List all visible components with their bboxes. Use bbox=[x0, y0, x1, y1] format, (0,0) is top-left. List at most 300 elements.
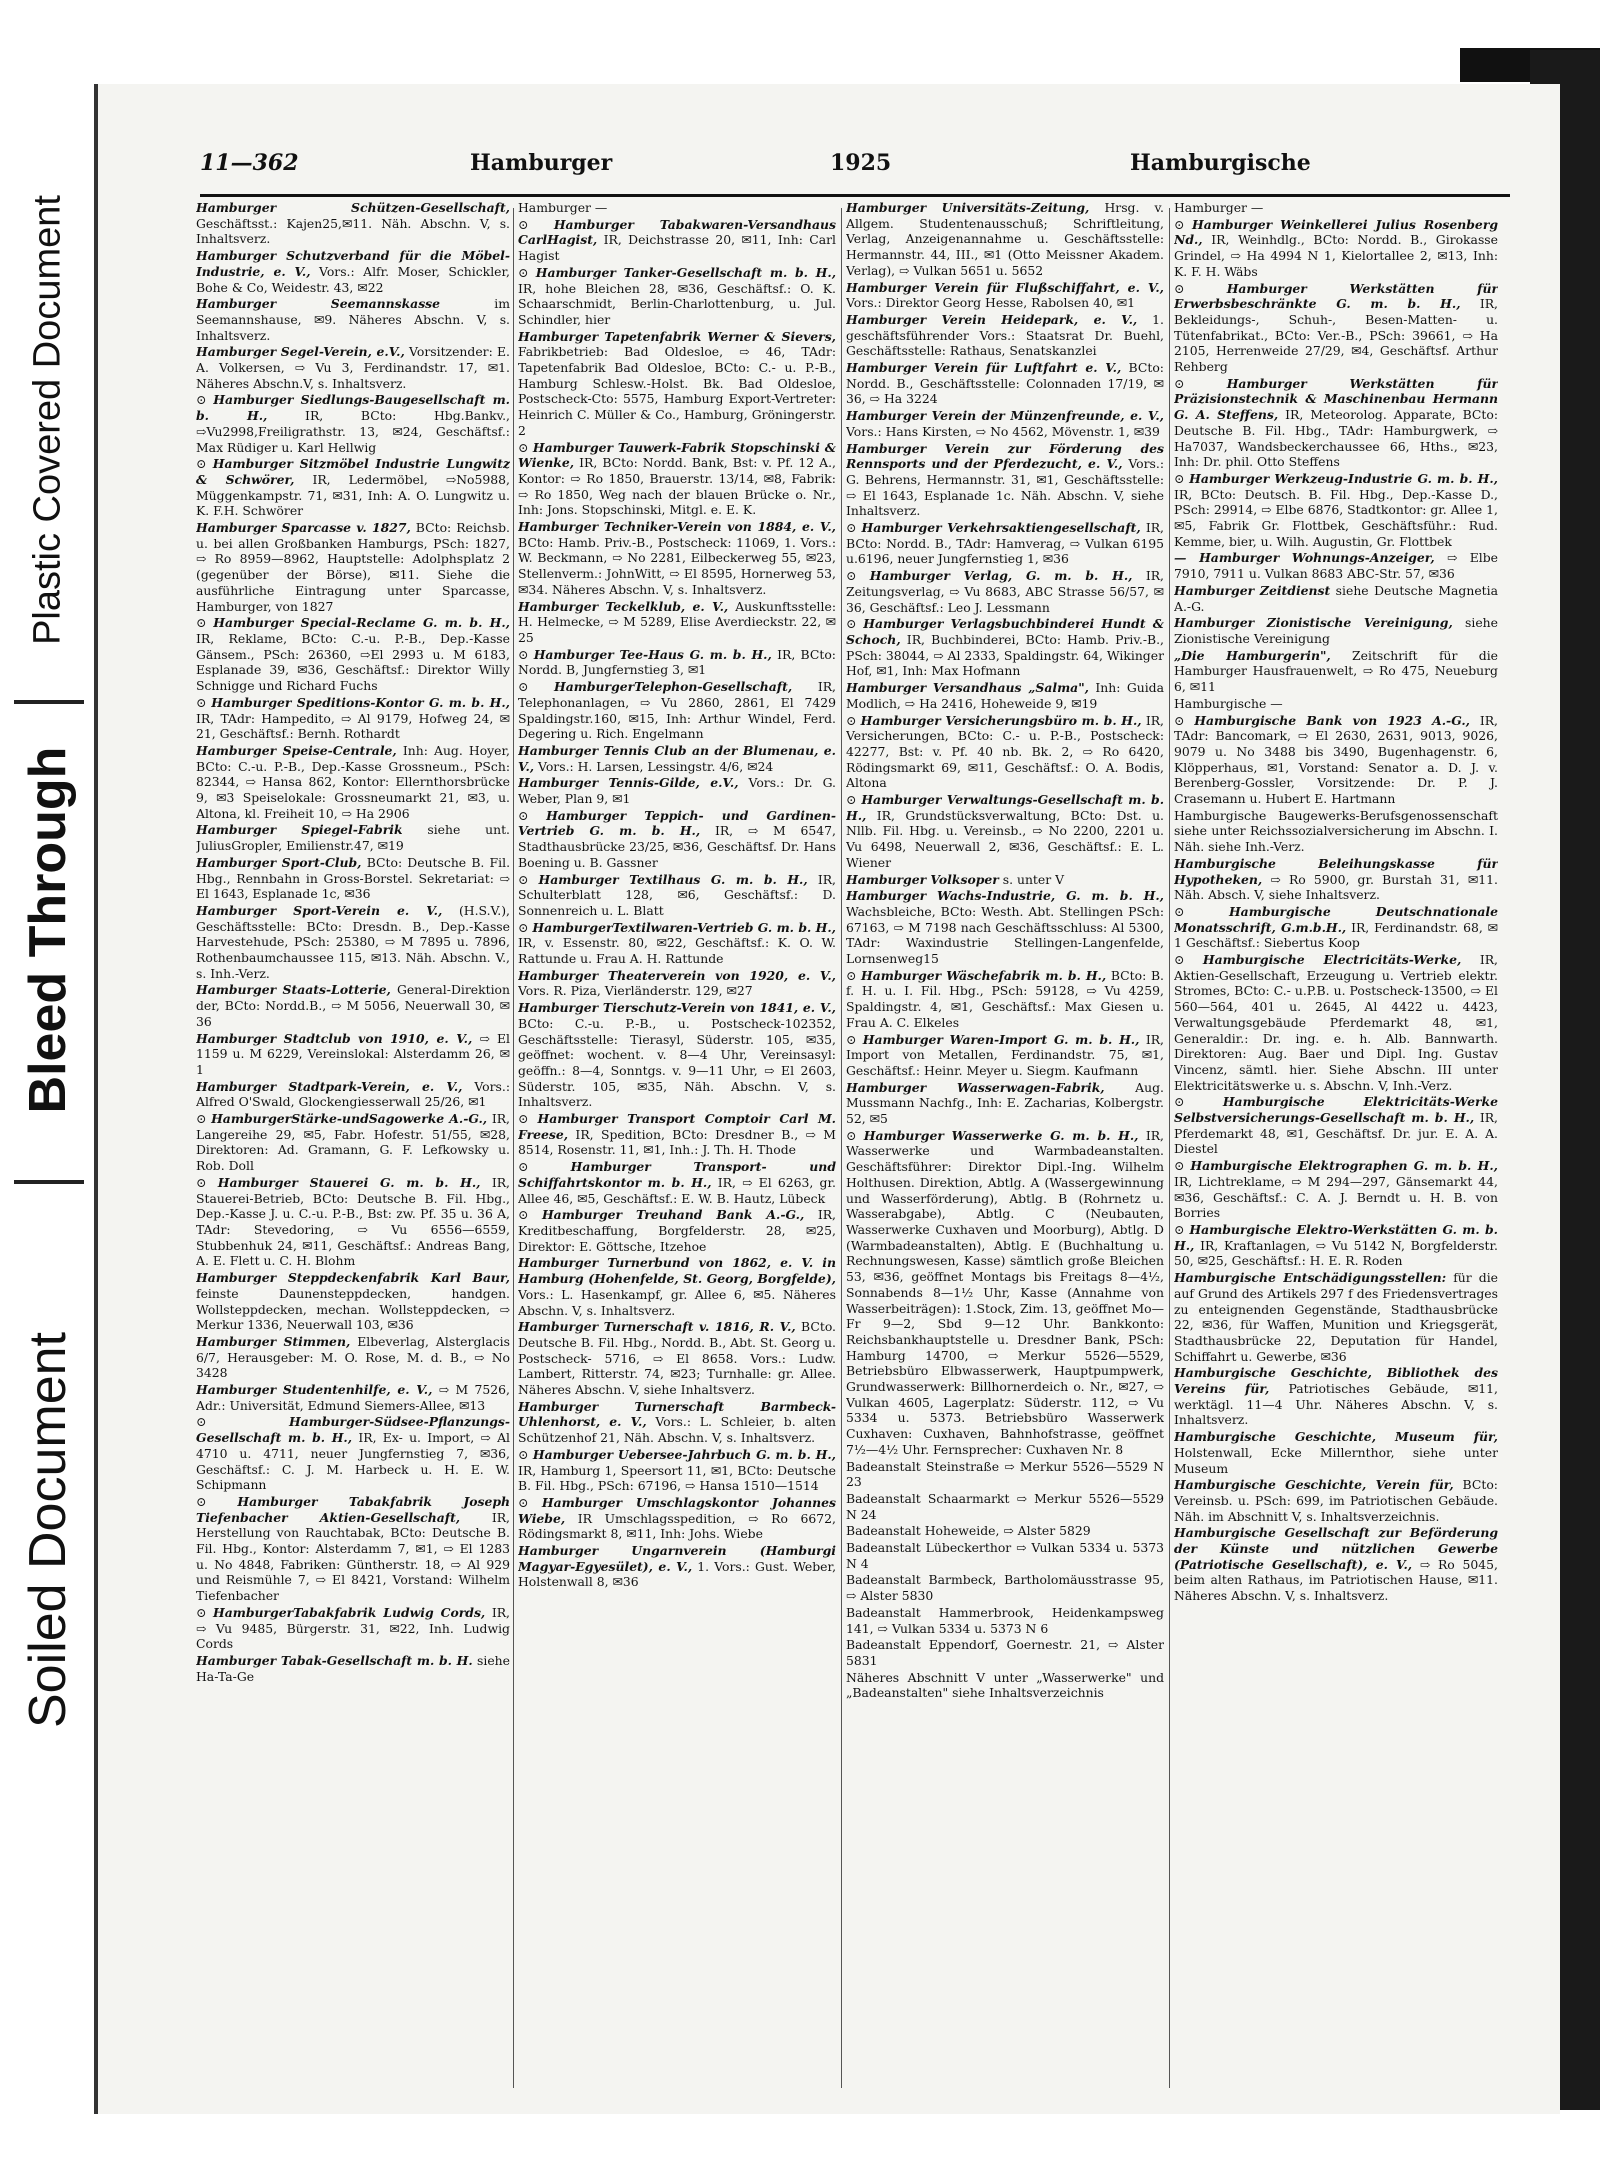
entry-text: IR, Deichstrasse 20, ✉11, Inh: Carl Hagist bbox=[518, 232, 836, 264]
entry-text: BCto: Nordd. B., Geschäftsstelle: Colonnaden 17/19, ✉36, ⇨ Ha 3224 bbox=[846, 360, 1164, 407]
entry-text: feinste Daunensteppdecken, handgen. Wollsteppdecken, mechan. Wollsteppdecken, ⇨ Merkur 1336, Neuerwall 103, ✉36 bbox=[196, 1285, 510, 1333]
entry-heading: Hamburgische Bank von 1923 A.-G., bbox=[1194, 712, 1470, 728]
registered-mark-icon: ⊙ bbox=[196, 1174, 218, 1190]
entry-text: Badeanstalt Lübeckerthor ⇨ Vulkan 5334 u. 5373 N 4 bbox=[846, 1540, 1164, 1571]
entry-text: Vors.: Direktor Georg Hesse, Rabolsen 40, ✉1 bbox=[846, 295, 1135, 311]
entry-heading: Hamburgische Geschichte, Verein für, bbox=[1174, 1477, 1454, 1493]
entry-heading: Hamburger Sport-Club, bbox=[196, 854, 362, 870]
entry-heading: Hamburger Zeitdienst bbox=[1174, 582, 1331, 598]
entry-text: IR, Langereihe 29, ✉5, Fabr. Hofestr. 51/55, ✉28, Direktoren: Ad. Gramann, G. F. Lefkowsky u. Rob. Doll bbox=[196, 1111, 510, 1174]
entry-text: BCto: Reichsb. u. bei allen Großbanken Hamburgs, PSch: 1827, ⇨ Ro 8959—8962, Hauptstelle: Adolphsplatz 2 (gegenüber der Börse), ✉11. Siehe die ausführliche Eintragung unter Sparcasse, Hamburger, von 1827 bbox=[196, 520, 510, 614]
directory-entry bbox=[846, 441, 1164, 520]
entry-heading: Hamburgische Beleihungskasse für Hypotheken, bbox=[1174, 855, 1498, 887]
entry-heading: Hamburger Schutzverband für die Möbel-Industrie, e. V., bbox=[196, 248, 510, 279]
directory-entry bbox=[518, 775, 836, 806]
entry-text: Hamburger — bbox=[1174, 200, 1264, 215]
column-divider bbox=[513, 208, 514, 2088]
entry-heading: Hamburgische Geschichte, Bibliothek des Vereins für, bbox=[1174, 1365, 1498, 1397]
entry-text: IR, Meteorolog. Apparate, BCto: Deutsche B. Fil. Hbg., TAdr: Hamburgwerk, ⇨ Ha7037, Wandsbeckerchaussee 66, Hths., ✉23, Inh: Dr. phil. Otto Steffens bbox=[1174, 407, 1498, 470]
entry-heading: Hamburger Tanker-Gesellschaft m. b. H., bbox=[535, 264, 836, 280]
registered-mark-icon: ⊙ bbox=[1174, 1158, 1191, 1174]
entry-text: IR, Telephonanlagen, ⇨ Vu 2860, 2861, El 7429 Spaldingstr.160, ✉15, Inh: Arthur Windel, Ferd. Degering u. Rich. Engelmann bbox=[518, 679, 836, 742]
directory-entry bbox=[196, 456, 510, 519]
entry-text: für die auf Grund des Artikels 297 f des Friedensvertrages zu enteignenden Gegenstände, Stadthausbrücke 22, ✉36, für Waffen, Munition und Kriegsgerät, Stadthausbrücke 22, Deputation für Handel, Schiffahrt u. Gewerbe, ✉36 bbox=[1174, 1270, 1498, 1364]
registered-mark-icon: ⊙ bbox=[1174, 952, 1203, 968]
entry-heading: Hamburger Wäschefabrik m. b. H., bbox=[861, 967, 1107, 983]
registered-mark-icon: ⊙ bbox=[518, 264, 536, 280]
registered-mark-icon: ⊙ bbox=[518, 807, 547, 823]
entry-heading: Hamburger Ungarnverein (Hamburgi Magyar-Egyesület), e. V., bbox=[518, 1543, 836, 1574]
entry-text: IR, Wasserwerke und Warmbadeanstalten. Geschäftsführer: Direktor Dipl.-Ing. Wilhelm Holthusen. Direktion, Abtlg. A (Wassergewinnung und Wasserförderung), Abtlg. B (Rohrnetz u. Wasserabgabe), Abtlg. C (Neubauten, Wasserwerke Cuxhaven und Moorburg), Abtlg. D (Warmbadeanstalten), Abtlg. E (Buchhaltung u. Rechnungswesen, Kasse) sämtlich große Bleichen 53, ✉36, geöffnet Montags bis Freitags 8—4½, Sonnabends 8—1½ Uhr, Kasse (Annahme von Wasserbeiträgen): 1.Stock, Zim. 13, geöffnet Mo—Fr 9—2, Sbd 9—12 Uhr. Bankkonto: Reichsbankhauptstelle u. Dresdner Bank, PSch: Hamburg 14700, ⇨ Merkur 5526—5529, Betriebsbüro Elbwasserwerk, Hauptpumpwerk, Grundwasserwerk: Billhornerdeich o. Nr., ✉27, ⇨ Vulkan 4605, Lagerplatz: Süderstr. 112, ⇨ Vu 5334 u. 5373. Betriebsbüro Wasserwerk Cuxhaven: Cuxhaven, Bahnhofstrasse, geöffnet 7½—4½ Uhr. Fernsprecher: Cuxhaven Nr. 8 bbox=[846, 1127, 1164, 1457]
entry-text: IR, Aktien-Gesellschaft, Erzeugung u. Vertrieb elektr. Stromes, BCto: C.- u.P.B. u. Postscheck-13500, ⇨ El 560—564, 401 u. 2645, Al 4422 u. 4423, Verwaltungsgebäude Pferdemarkt 48, ✉1, Generaldir.: Dr. ing. e. h. Alb. Bannwarth. Direktoren: Aug. Baer und Dipl. Ing. Gustav Vincenz, sämtl. hier. Siehe Abschn. III unter Elektricitätswerke u. s. Abschn. V, Inh.-Verz. bbox=[1174, 952, 1498, 1093]
registered-mark-icon: ⊙ bbox=[518, 646, 534, 662]
directory-entry bbox=[1174, 904, 1498, 951]
entry-text: Badeanstalt Schaarmarkt ⇨ Merkur 5526—5529 N 24 bbox=[846, 1490, 1164, 1522]
directory-entry bbox=[1174, 1477, 1498, 1524]
label-bleed-through: Bleed Through bbox=[19, 746, 77, 1114]
entry-heading: HamburgerTabakfabrik Ludwig Cords, bbox=[212, 1604, 486, 1620]
entry-heading: Hamburger Teckelklub, e. V., bbox=[518, 598, 729, 614]
directory-entry bbox=[1174, 808, 1498, 855]
entry-text: im Seemannshause, ✉9. Näheres Abschn. V, s. Inhaltsverz. bbox=[196, 296, 510, 343]
directory-entry bbox=[846, 1128, 1164, 1458]
registered-mark-icon: ⊙ bbox=[846, 520, 862, 536]
entry-heading: Hamburger Special-Reclame G. m. b. H., bbox=[213, 615, 510, 631]
entry-heading: Hamburger Textilhaus G. m. b. H., bbox=[538, 871, 808, 887]
directory-entry bbox=[846, 1523, 1164, 1539]
directory-entry bbox=[518, 968, 836, 999]
directory-entry bbox=[846, 280, 1164, 311]
entry-text: Vors.: Alfr. Moser, Schickler, Bohe & Co, Weidestr. 43, ✉22 bbox=[196, 263, 510, 295]
entry-text: BCto: Hamb. Priv.-B., Postscheck: 11069, 1. Vors.: W. Beckmann, ⇨ No 2281, Eilbeckerweg 55, ✉23, Stellenverm.: JohnWitt, ⇨ El 8595, Hornerweg 53, ✉34. Näheres Abschn. V, s. Inhaltsverz. bbox=[518, 534, 836, 597]
entry-text: IR, Schulterblatt 128, ✉6, Geschäftsf.: D. Sonnenreich u. L. Blatt bbox=[518, 871, 836, 918]
registered-mark-icon: ⊙ bbox=[196, 1414, 290, 1430]
directory-entry bbox=[518, 743, 836, 774]
directory-entry bbox=[518, 1495, 836, 1542]
entry-text: Inh: Aug. Hoyer, BCto: C.-u. P.-B., Dep.-Kasse Grossneum., PSch: 82344, ⇨ Hansa 862, Kontor: Ellernthorsbrücke 9, ✉3 Speiselokale: Grossneumarkt 21, ✉3, u. Altona, kl. Freiheit 10, ⇨ Ha 2906 bbox=[196, 742, 510, 821]
directory-entry bbox=[846, 568, 1164, 615]
directory-entry bbox=[518, 1447, 836, 1494]
entry-heading: Hamburger Verwaltungs-Gesellschaft m. b. H., bbox=[846, 792, 1164, 823]
registered-mark-icon: ⊙ bbox=[196, 615, 214, 631]
entry-heading: Hamburger Uebersee-Jahrbuch G. m. b. H., bbox=[532, 1446, 836, 1462]
directory-entry bbox=[1174, 1094, 1498, 1157]
entry-heading: Hamburger Staats-Lotterie, bbox=[196, 982, 391, 998]
entry-heading: Hamburger Stadtpark-Verein, e. V., bbox=[196, 1078, 463, 1094]
entry-text: ⇨ Ro 5045, beim alten Rathaus, im Patriotischen Hause, ✉11. Näheres Abschn. V, s. Inhaltsverz. bbox=[1174, 1556, 1498, 1604]
entry-heading: Hamburger Turnerbund von 1862, e. V. in Hamburg (Hohenfelde, St. Georg, Borgfelde), bbox=[518, 1255, 836, 1287]
entry-text: ⇨ Ro 5900, gr. Burstah 31, ✉11. Näh. Absch. V, siehe Inhaltsverz. bbox=[1174, 871, 1498, 903]
directory-entry bbox=[196, 1494, 510, 1604]
entry-text: Hamburgische Baugewerks-Berufsgenossenschaft siehe unter Reichssozialversicherung im Abschn. I. Näh. siehe Inh.-Verz. bbox=[1174, 807, 1498, 855]
directory-entry bbox=[518, 808, 836, 871]
entry-text: Badeanstalt Hoheweide, ⇨ Alster 5829 bbox=[846, 1523, 1091, 1539]
entry-heading: Hamburger Schützen-Gesellschaft, bbox=[196, 200, 510, 215]
entry-heading: Hamburger Umschlagskontor Johannes Wiebe, bbox=[518, 1494, 836, 1526]
entry-heading: Hamburger Sitzmöbel Industrie Lungwitz & Schwörer, bbox=[196, 456, 510, 487]
entry-heading: Hamburger Tabakfabrik Joseph Tiefenbacher Aktien-Gesellschaft, bbox=[196, 1493, 510, 1525]
entry-heading: Hamburger Turnerschaft Barmbeck-Uhlenhorst, e. V., bbox=[518, 1398, 836, 1430]
entry-text: BCto: B. f. H. u. I. Fil. Hbg., PSch: 59128, ⇨ Vu 4259, Spaldingstr. 4, ✉1, Geschäftsf.: Max Giesen u. Frau A. C. Elkeles bbox=[846, 967, 1164, 1030]
scan-sidebar bbox=[0, 0, 96, 2177]
entry-heading: Hamburger Wasserwerke G. m. b. H., bbox=[863, 1127, 1139, 1143]
directory-entry bbox=[1174, 583, 1498, 614]
directory-entry bbox=[1174, 1365, 1498, 1428]
entry-text: IR, Ex- u. Import, ⇨ Al 4710 u. 4711, neuer Jungfernstieg 7, ✉36, Geschäftsf.: C. J. M. Harbeck u. H. E. W. Schipmann bbox=[196, 1430, 510, 1493]
entry-text: BCto: Deutsche B. Fil. Hbg., Rennbahn in Gross-Borstel. Sekretariat: ⇨ El 1643, Esplanade 1c, ✉36 bbox=[196, 854, 510, 902]
entry-text: IR, Buchbinderei, BCto: Hamb. Priv.-B., PSch: 38044, ⇨ Al 2333, Spaldingstr. 64, Wikinger Hof, ✉1, Inh: Max Hofmann bbox=[846, 631, 1164, 679]
entry-text: Vors. R. Piza, Vierländerstr. 129, ✉27 bbox=[518, 983, 753, 999]
entry-heading: Hamburger Werkzeug-Industrie G. m. b. H., bbox=[1189, 470, 1498, 486]
directory-entry bbox=[196, 1079, 510, 1110]
registered-mark-icon: ⊙ bbox=[518, 1159, 571, 1175]
entry-heading: Hamburger Stimmen, bbox=[196, 1333, 351, 1349]
entry-heading: Hamburgische Elektrographen G. m. b. H., bbox=[1190, 1158, 1498, 1174]
entry-text: Badeanstalt Barmbeck, Bartholomäusstrasse 95, ⇨ Alster 5830 bbox=[846, 1572, 1164, 1604]
entry-heading: HamburgerStärke-undSagowerke A.-G., bbox=[211, 1111, 488, 1127]
registered-mark-icon: ⊙ bbox=[1174, 1094, 1223, 1110]
column-divider bbox=[1169, 208, 1170, 2088]
entry-text: Aug. Mussmann Nachfg., Inh: E. Zacharias, Kolbergstr. 52, ✉5 bbox=[846, 1079, 1164, 1127]
header-right-word: Hamburgische bbox=[1130, 150, 1311, 176]
running-header bbox=[130, 150, 1500, 186]
registered-mark-icon: ⊙ bbox=[846, 712, 861, 728]
entry-text: siehe Deutsche Magnetia A.-G. bbox=[1174, 582, 1498, 614]
directory-entry bbox=[196, 615, 510, 694]
entry-text: Elbeverlag, Alsterglacis 6/7, Herausgeber: M. O. Rose, M. d. B., ⇨ No 3428 bbox=[196, 1333, 510, 1381]
sidebar-divider bbox=[14, 700, 84, 704]
entry-heading: Hamburgische Geschichte, Museum für, bbox=[1174, 1429, 1498, 1445]
directory-entry bbox=[1174, 217, 1498, 280]
directory-entry bbox=[846, 1540, 1164, 1571]
entry-heading: Hamburger Wachs-Industrie, G. m. b. H., bbox=[846, 888, 1164, 904]
directory-entry bbox=[1174, 200, 1498, 216]
column-3 bbox=[846, 200, 1164, 2100]
directory-entry bbox=[518, 1111, 836, 1158]
entry-text: IR, Reklame, BCto: C.-u. P.-B., Dep.-Kasse Gänsem., PSch: 26360, ⇨El 2993 u. M 6183, Esplanade 39, ✉36, Geschäftsf.: Direktor Willy Schnigge und Richard Fuchs bbox=[196, 630, 510, 694]
registered-mark-icon: ⊙ bbox=[1174, 375, 1227, 391]
entry-text: IR, Kreditbeschaffung, Borgfelderstr. 28, ✉25, Direktor: E. Göttsche, Itzehoe bbox=[518, 1207, 836, 1254]
entry-text: Vors.: Dr. G. Weber, Plan 9, ✉1 bbox=[518, 775, 836, 807]
entry-heading: Hamburger Verein für Flußschiffahrt, e. V., bbox=[846, 279, 1164, 295]
entry-text: Auskunftsstelle: H. Helmecke, ⇨ M 5289, Elise Averdieckstr. 22, ✉25 bbox=[518, 598, 836, 645]
directory-entry bbox=[518, 217, 836, 264]
entry-heading: Hamburger Spiegel-Fabrik bbox=[196, 822, 403, 838]
entry-heading: Hamburger Speise-Centrale, bbox=[196, 742, 397, 758]
directory-entry bbox=[518, 1319, 836, 1398]
directory-entry bbox=[196, 1031, 510, 1078]
entry-text: IR, Weinhdlg., BCto: Nordd. B., Girokasse Grindel, ⇨ Ha 4994 N 1, Kielortallee 2, ✉13, Inh: K. F. H. Wäbs bbox=[1174, 232, 1498, 279]
entry-heading: Hamburgische Entschädigungsstellen: bbox=[1174, 1270, 1447, 1286]
registered-mark-icon: ⊙ bbox=[1174, 1222, 1190, 1237]
entry-heading: Hamburger Weinkellerei Julius Rosenberg Nd., bbox=[1174, 216, 1498, 248]
entry-heading: Hamburger Universitäts-Zeitung, bbox=[846, 200, 1090, 215]
directory-entry bbox=[846, 1670, 1164, 1701]
registered-mark-icon: ⊙ bbox=[846, 616, 864, 632]
directory-entry bbox=[196, 743, 510, 822]
entry-heading: Hamburger Versandhaus „Salma", bbox=[846, 680, 1089, 696]
directory-entry bbox=[1174, 376, 1498, 470]
directory-entry bbox=[846, 1491, 1164, 1522]
entry-heading: Hamburgische Elektricitäts-Werke Selbstversicherungs-Gesellschaft m. b. H., bbox=[1174, 1094, 1498, 1126]
directory-entry bbox=[1174, 1429, 1498, 1476]
directory-entry bbox=[1174, 696, 1498, 712]
directory-entry bbox=[196, 1334, 510, 1381]
registered-mark-icon: ⊙ bbox=[196, 456, 213, 472]
registered-mark-icon: ⊙ bbox=[846, 967, 862, 983]
entry-text: IR, BCto: Nordd. Bank, Bst: v. Pf. 12 A., Kontor: ⇨ Ro 1850, Brauerstr. 13/14, ✉8, Fabrik: ⇨ Ro 1850, Weg nach der blauen Brücke o. Nr., Inh: Jons. Stopschinski, Mitgl. e. E. K. bbox=[518, 455, 836, 518]
entry-text: Hamburgische — bbox=[1174, 695, 1283, 711]
directory-entry bbox=[518, 1207, 836, 1254]
registered-mark-icon: ⊙ bbox=[196, 1111, 212, 1127]
entry-text: IR, ⇨ El 6263, gr. Allee 46, ✉5, Geschäftsf.: E. W. B. Hautz, Lübeck bbox=[518, 1174, 836, 1206]
entry-text: (H.S.V.), Geschäftsstelle: BCto: Dresdn. B., Dep.-Kasse Harvestehude, PSch: 25380, ⇨ M 7895 u. 7896, Rothenbaumchaussee 115, ✉13. Näh. Abschn. V., s. Inh.-Verz. bbox=[196, 902, 510, 981]
entry-text: ⇨ Elbe 7910, 7911 u. Vulkan 8683 ABC-Str. 57, ✉36 bbox=[1174, 550, 1498, 582]
entry-text: Inh: Guida Modlich, ⇨ Ha 2416, Hoheweide 9, ✉19 bbox=[846, 680, 1164, 711]
entry-heading: Hamburger Verlag, G. m. b. H., bbox=[869, 568, 1133, 584]
entry-text: IR, v. Essenstr. 80, ✉22, Geschäftsf.: K. O. W. Rattunde u. Frau A. H. Rattunde bbox=[518, 935, 836, 967]
entry-text: IR, Lichtreklame, ⇨ M 294—297, Gänsemarkt 44, ✉36, Geschäftsf.: C. A. J. Berndt u. H. B. von Borries bbox=[1174, 1173, 1498, 1221]
directory-entry bbox=[1174, 471, 1498, 550]
directory-entry bbox=[1174, 648, 1498, 695]
directory-entry bbox=[518, 1399, 836, 1446]
entry-heading: Hamburger Techniker-Verein von 1884, e. V., bbox=[518, 519, 836, 535]
entry-heading: Hamburger Werkstätten für Präzisionstechnik & Maschinenbau Hermann G. A. Steffens, bbox=[1174, 375, 1498, 423]
entry-text: Vors.: Alfred O'Swald, Glockengiesserwall 25/26, ✉1 bbox=[196, 1078, 510, 1110]
entry-heading: Hamburger Steppdeckenfabrik Karl Baur, bbox=[196, 1270, 510, 1286]
registered-mark-icon: ⊙ bbox=[196, 694, 212, 710]
directory-entry bbox=[196, 1414, 510, 1493]
entry-text: Holstenwall, Ecke Millernthor, siehe unter Museum bbox=[1174, 1444, 1498, 1476]
directory-entry bbox=[196, 520, 510, 614]
entry-text: IR, Ferdinandstr. 68, ✉1 Geschäftsf.: Siebertus Koop bbox=[1174, 919, 1498, 951]
directory-entry bbox=[518, 1000, 836, 1110]
directory-entry bbox=[846, 200, 1164, 279]
directory-entry bbox=[518, 679, 836, 742]
directory-entry bbox=[1174, 713, 1498, 807]
registered-mark-icon: ⊙ bbox=[846, 568, 870, 584]
directory-entry bbox=[196, 1653, 510, 1684]
entry-heading: Hamburger Speditions-Kontor G. m. b. H., bbox=[211, 694, 510, 710]
registered-mark-icon: ⊙ bbox=[518, 871, 539, 887]
directory-entry bbox=[846, 1032, 1164, 1079]
directory-entry bbox=[196, 1605, 510, 1652]
entry-heading: HamburgerTelephon-Gesellschaft, bbox=[554, 679, 793, 695]
entry-text: s. unter V bbox=[998, 871, 1065, 887]
entry-heading: Hamburger Verlagsbuchbinderei Hundt & Schoch, bbox=[846, 616, 1164, 647]
directory-entry bbox=[846, 1572, 1164, 1603]
entry-text: IR, hohe Bleichen 28, ✉36, Geschäftsf.: O. K. Schaarschmidt, Berlin-Charlottenburg, u. Jul. Schindler, hier bbox=[518, 280, 836, 327]
entry-text: Fabrikbetrieb: Bad Oldesloe, ⇨ 46, TAdr: Tapetenfabrik Bad Oldesloe, BCto: C.- u. P.-B., Hamburg Schlesw.-Holst. Bk. Bad Oldesloe, Postscheck-Cto: 5575, Hamburg Export-Vertreter: Heinrich C. Müller & Co., Hamburg, Gröningerstr. 2 bbox=[518, 344, 836, 438]
entry-text: ⇨ M 7526, Adr.: Universität, Edmund Siemers-Allee, ✉13 bbox=[196, 1382, 510, 1413]
entry-text: IR, ⇨ Vu 9485, Bürgerstr. 31, ✉22, Inh. Ludwig Cords bbox=[196, 1604, 510, 1652]
entry-text: IR, BCto: Nordd. B., TAdr: Hamverag, ⇨ Vulkan 6195 u.6196, neuer Jungfernstieg 1, ✉36 bbox=[846, 520, 1164, 567]
entry-text: siehe Zionistische Vereinigung bbox=[1174, 615, 1498, 646]
column-divider bbox=[841, 208, 842, 2088]
entry-text: IR, Bekleidungs-, Schuh-, Besen-Matten- u. Tütenfabrikat., BCto: Ver.-B., PSch: 39661, ⇨ Ha 2105, Herrenweide 27/29, ✉4, Geschäftsf. Arthur Rehberg bbox=[1174, 296, 1498, 375]
directory-entry bbox=[1174, 1158, 1498, 1221]
entry-heading: Hamburger Siedlungs-Baugesellschaft m. b. H., bbox=[196, 392, 510, 424]
entry-text: IR, Versicherungen, BCto: C.- u. P.-B., Postscheck: 42277, Bst: v. Pf. 40 nb. Bk. 2, ⇨ Ro 6420, Rödingsmarkt 69, ✉11, Geschäftsf.: O. A. Bodis, Altona bbox=[846, 712, 1164, 791]
column-4 bbox=[1174, 200, 1498, 2100]
entry-text: BCto: Vereinsb. u. PSch: 699, im Patriotischen Gebäude. Näh. im Abschnitt V, s. Inhaltsverzeichnis. bbox=[1174, 1477, 1498, 1524]
entry-text: BCto: C.-u. P.-B., u. Postscheck-102352, Geschäftsstelle: Tierasyl, Süderstr. 105, ✉35, geöffnet: wochent. v. 8—4 Uhr, Vereinsasyl: geöffn.: 8—4, Sonntgs. v. 9—11 Uhr, ⇨ El 2603, Süderstr. 105, ✉35, Näh. Abschn. V, s. Inhaltsverz. bbox=[518, 1015, 836, 1110]
label-soiled-document: Soiled Document bbox=[19, 1332, 77, 1728]
entry-heading: Hamburger Transport Comptoir Carl M. Freese, bbox=[518, 1111, 836, 1142]
entry-text: IR, Zeitungsverlag, ⇨ Vu 8683, ABC Strasse 56/57, ✉36, Geschäftsf.: Leo J. Lessmann bbox=[846, 568, 1164, 615]
entry-text: IR, Hamburg 1, Speersort 11, ✉1, BCto: Deutsche B. Fil. Hbg., PSch: 67196, ⇨ Hansa 1510—1514 bbox=[518, 1462, 836, 1494]
entry-heading: Hamburger Zionistische Vereinigung, bbox=[1174, 615, 1453, 631]
entry-text: Hrsg. v. Allgem. Studentenausschuß; Schriftleitung, Verlag, Anzeigenannahme u. Geschäftsstelle: Hermannstr. 44, III., ✉1 (Otto Meissner Akadem. Verlag), ⇨ Vulkan 5651 u. 5652 bbox=[846, 200, 1164, 278]
entry-heading: Hamburger Sport-Verein e. V., bbox=[196, 902, 443, 918]
entry-text: Vors.: L. Hasenkampf, gr. Allee 6, ✉5. Näheres Abschn. V, s. Inhaltsverz. bbox=[518, 1286, 836, 1318]
page-number: 11—362 bbox=[200, 150, 299, 176]
entry-heading: Hamburger Verein der Münzenfreunde, e. V., bbox=[846, 408, 1164, 424]
header-rule bbox=[200, 194, 1510, 197]
registered-mark-icon: ⊙ bbox=[196, 1604, 213, 1620]
directory-entry bbox=[196, 1111, 510, 1174]
directory-entry bbox=[1174, 615, 1498, 646]
entry-heading: Hamburger Tee-Haus G. m. b. H., bbox=[533, 646, 772, 662]
entry-heading: Hamburger Tabakwaren-Versandhaus CarlHagist, bbox=[518, 216, 836, 248]
sidebar-divider bbox=[14, 1180, 84, 1184]
directory-entry bbox=[1174, 1222, 1498, 1269]
directory-entry bbox=[196, 344, 510, 391]
entry-text: IR, TAdr: Hampedito, ⇨ Al 9179, Hofweg 24, ✉21, Geschäftsf.: Bernh. Rothardt bbox=[196, 710, 510, 742]
header-left-word: Hamburger bbox=[470, 150, 613, 176]
registered-mark-icon: ⊙ bbox=[518, 216, 554, 232]
directory-entry bbox=[518, 200, 836, 216]
entry-heading: HamburgerTextilwaren-Vertrieb G. m. b. H., bbox=[532, 919, 836, 935]
registered-mark-icon: ⊙ bbox=[518, 919, 533, 935]
entry-heading: Hamburger Theaterverein von 1920, e. V., bbox=[518, 967, 836, 983]
directory-entry bbox=[846, 360, 1164, 407]
directory-entry bbox=[846, 1080, 1164, 1127]
directory-entry bbox=[846, 792, 1164, 871]
entry-text: IR, ⇨ M 6547, Stadthausbrücke 23/25, ✉36, Geschäftsf. Dr. Hans Boening u. B. Gassner bbox=[518, 823, 836, 870]
directory-entry bbox=[1174, 281, 1498, 375]
entry-text: siehe unt. JuliusGropler, Emilienstr.47, ✉19 bbox=[196, 822, 510, 854]
directory-entry bbox=[846, 1459, 1164, 1490]
registered-mark-icon: ⊙ bbox=[196, 392, 214, 408]
directory-entry bbox=[196, 695, 510, 742]
registered-mark-icon: ⊙ bbox=[518, 1446, 533, 1462]
header-year: 1925 bbox=[830, 150, 892, 176]
entry-heading: Hamburger Stauerei G. m. b. H., bbox=[217, 1174, 481, 1190]
entry-heading: Hamburger-Südsee-Pflanzungs-Gesellschaft m. b. H., bbox=[196, 1414, 510, 1446]
entry-text: siehe Ha-Ta-Ge bbox=[196, 1652, 510, 1684]
directory-entry bbox=[518, 647, 836, 678]
directory-entry bbox=[518, 599, 836, 646]
directory-entry bbox=[518, 872, 836, 919]
directory-entry bbox=[196, 982, 510, 1029]
registered-mark-icon: ⊙ bbox=[518, 439, 533, 455]
registered-mark-icon: ⊙ bbox=[1174, 903, 1229, 919]
entry-text: IR, BCto: Hbg.Bankv., ⇨Vu2998,Freiligrathstr. 13, ✉24, Geschäftsf.: Max Rüdiger u. Karl Hellwig bbox=[196, 408, 510, 455]
entry-text: IR Umschlagsspedition, ⇨ Ro 6672, Rödingsmarkt 8, ✉11, Inh: Johs. Wiebe bbox=[518, 1510, 836, 1542]
entry-text: IR, Pferdemarkt 48, ✉1, Geschäftsf. Dr. jur. E. A. A. Diestel bbox=[1174, 1110, 1498, 1157]
directory-entry bbox=[846, 872, 1164, 888]
entry-heading: Hamburger Verein Heidepark, e. V., bbox=[846, 311, 1138, 327]
entry-text: Hamburger — bbox=[518, 200, 608, 215]
directory-entry bbox=[1174, 952, 1498, 1093]
entry-heading: Hamburger Treuhand Bank A.-G., bbox=[541, 1207, 805, 1223]
directory-entry bbox=[196, 1270, 510, 1333]
directory-entry bbox=[846, 1605, 1164, 1636]
entry-text: IR, Spedition, BCto: Dresdner B., ⇨ M 8514, Rosenstr. 11, ✉1, Inh.: J. Th. H. Thode bbox=[518, 1126, 836, 1158]
directory-entry bbox=[518, 920, 836, 967]
entry-heading: Hamburger Verein zur Förderung des Rennsports und der Pferdezucht, e. V., bbox=[846, 440, 1164, 472]
directory-columns bbox=[196, 200, 1516, 2100]
directory-entry bbox=[1174, 550, 1498, 581]
entry-text: IR, Stauerei-Betrieb, BCto: Deutsche B. Fil. Hbg., Dep.-Kasse J. u. C.-u. P.-B., Bst: zw. Pf. 35 u. 36 A, TAdr: Stevedoring, ⇨ Vu 6556—6559, Stubbenhuk 24, ✉11, Geschäftsf.: Andreas Bang, A. E. Flett u. C. H. Blohm bbox=[196, 1174, 510, 1269]
entry-text: Vors.: H. Larsen, Lessingstr. 4/6, ✉24 bbox=[534, 758, 774, 774]
entry-text: Vors.: L. Schleier, b. alten Schützenhof 21, Näh. Abschn. V, s. Inhaltsverz. bbox=[518, 1414, 836, 1446]
directory-entry bbox=[518, 1543, 836, 1590]
entry-heading: Hamburger Volksoper bbox=[846, 871, 999, 887]
entry-text: IR, BCto: Deutsch. B. Fil. Hbg., Dep.-Kasse D., PSch: 29914, ⇨ Elbe 6876, Stadtkontor: gr. Allee 1, ✉5, Fabrik Gr. Flottbek, Geschäftsführ.: Rud. Kemme, bier, u. Wilh. Augustin, Gr. Flottbek bbox=[1174, 486, 1498, 549]
column-1 bbox=[196, 200, 510, 2100]
entry-heading: Hamburgische Elektro-Werkstätten G. m. b. H., bbox=[1174, 1222, 1498, 1253]
entry-heading: Hamburger Verein für Luftfahrt e. V., bbox=[846, 360, 1122, 376]
entry-heading: Hamburger Tapetenfabrik Werner & Sievers, bbox=[518, 328, 836, 344]
entry-text: Badeanstalt Hammerbrook, Heidenkampsweg 141, ⇨ Vulkan 5334 u. 5373 N 6 bbox=[846, 1604, 1164, 1636]
entry-text: IR, Kraftanlagen, ⇨ Vu 5142 N, Borgfelderstr. 50, ✉25, Geschäftsf.: H. E. R. Roden bbox=[1174, 1237, 1498, 1269]
directory-entry bbox=[518, 1159, 836, 1206]
entry-heading: Hamburger Versicherungsbüro m. b. H., bbox=[860, 712, 1142, 728]
entry-heading: Hamburger Tauwerk-Fabrik Stopschinski & Wienke, bbox=[518, 439, 836, 471]
directory-entry bbox=[196, 200, 510, 247]
entry-heading: Hamburger Seemannskasse bbox=[196, 296, 441, 312]
entry-text: BCto. Deutsche B. Fil. Hbg., Nordd. B., Abt. St. Georg u. Postscheck- 5716, ⇨ El 8658. Vors.: Ludw. Lambert, Ritterstr. 74, ✉23; Turnhalle: gr. Allee. Näheres Abschn. V, siehe Inhaltsverz. bbox=[518, 1319, 836, 1398]
directory-entry bbox=[1174, 1270, 1498, 1364]
entry-heading: Hamburger Turnerschaft v. 1816, R. V., bbox=[518, 1319, 796, 1335]
directory-entry bbox=[846, 408, 1164, 439]
entry-heading: Hamburger Teppich- und Gardinen-Vertrieb G. m. b. H., bbox=[518, 807, 836, 839]
directory-entry bbox=[196, 248, 510, 295]
directory-entry bbox=[196, 855, 510, 902]
entry-heading: „Die Hamburgerin", bbox=[1174, 647, 1331, 663]
directory-entry bbox=[1174, 856, 1498, 903]
entry-text: IR, Herstellung von Rauchtabak, BCto: Deutsche B. Fil. Hbg., Kontor: Alsterdamm 7, ✉1, ⇨ El 1283 u. No 4848, Fabriken: Güntherstr. 18, ⇨ Al 929 und Reismühle 7, ⇨ El 8421, Vorstand: Wilhelm Tiefenbacher bbox=[196, 1509, 510, 1604]
directory-entry bbox=[196, 903, 510, 982]
directory-entry bbox=[518, 329, 836, 439]
entry-text: Vors.: G. Behrens, Hermannstr. 31, ✉1, Geschäftsstelle: ⇨ El 1643, Esplanade 1c. Näh. Abschn. V, siehe Inhaltsverz. bbox=[846, 456, 1164, 519]
entry-heading: Hamburger Transport- und Schiffahrtskontor m. b. H., bbox=[518, 1159, 836, 1190]
entry-heading: Hamburger Werkstätten für Erwerbsbeschränkte G. m. b. H., bbox=[1174, 280, 1498, 312]
directory-entry bbox=[196, 296, 510, 343]
directory-entry bbox=[518, 519, 836, 598]
registered-mark-icon: ⊙ bbox=[518, 679, 555, 695]
registered-mark-icon: ⊙ bbox=[1174, 470, 1190, 486]
entry-text: IR, Ledermöbel, ⇨No5988, Müggenkampstr. 71, ✉31, Inh: A. O. Lungwitz u. K. F.H. Schwörer bbox=[196, 471, 510, 519]
registered-mark-icon: ⊙ bbox=[1174, 280, 1227, 296]
directory-entry bbox=[846, 968, 1164, 1031]
entry-heading: Hamburger Tennis-Gilde, e.V., bbox=[518, 775, 739, 791]
entry-heading: Hamburger Studentenhilfe, e. V., bbox=[196, 1382, 433, 1398]
entry-text: ⇨ El 1159 u. M 6229, Vereinslokal: Alsterdamm 26, ✉1 bbox=[196, 1030, 510, 1077]
registered-mark-icon: ⊙ bbox=[846, 792, 862, 808]
directory-entry bbox=[846, 616, 1164, 679]
column-2 bbox=[518, 200, 836, 2100]
entry-text: General-Direktion der, BCto: Nordd.B., ⇨ M 5056, Neuerwall 30, ✉36 bbox=[196, 982, 510, 1029]
entry-text: Näheres Abschnitt V unter „Wasserwerke" und „Badeanstalten" siehe Inhaltsverzeichnis bbox=[846, 1669, 1164, 1701]
entry-heading: Hamburgische Gesellschaft zur Beförderung der Künste und nützlichen Gewerbe (Patriotische Gesellschaft), e. V., bbox=[1174, 1525, 1498, 1572]
entry-text: Geschäftsst.: Kajen25,✉11. Näh. Abschn. V, s. Inhaltsverz. bbox=[196, 215, 510, 247]
registered-mark-icon: ⊙ bbox=[196, 1493, 238, 1509]
entry-heading: Hamburger Tabak-Gesellschaft m. b. H. bbox=[196, 1652, 473, 1668]
registered-mark-icon: ⊙ bbox=[518, 1207, 542, 1223]
